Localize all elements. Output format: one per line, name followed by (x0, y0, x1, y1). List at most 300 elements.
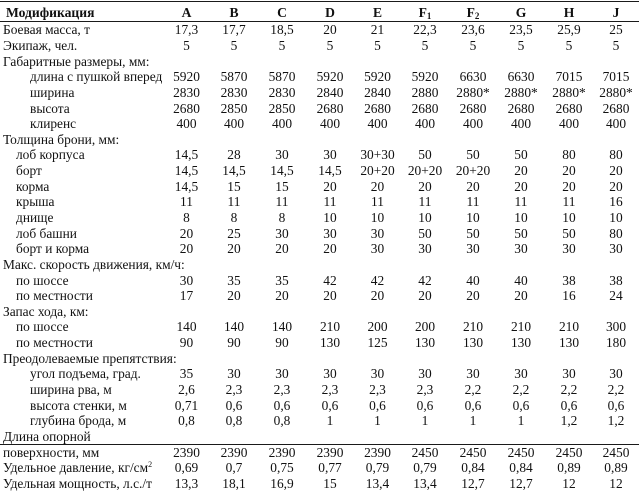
table-cell: 50 (418, 225, 432, 241)
row-label-text: борт и корма (16, 241, 90, 257)
table-cell: 12 (609, 475, 623, 491)
table-cell: 42 (418, 272, 432, 288)
section-row (0, 257, 639, 273)
table-cell: 50 (418, 147, 432, 163)
table-cell: 0,6 (416, 397, 434, 413)
row-label (0, 163, 163, 179)
table-cell: 16 (562, 288, 576, 304)
section-label (0, 350, 639, 366)
row-label (0, 116, 163, 132)
row-label (0, 22, 163, 38)
table-cell: 20 (227, 241, 241, 257)
table-cell: 10 (609, 210, 623, 225)
table-cell: 2880* (456, 84, 490, 100)
table-cell: 90 (179, 335, 194, 351)
table-row (0, 319, 639, 335)
table-cell: 1 (469, 413, 477, 429)
spec-table (0, 3, 639, 491)
table-row (0, 288, 639, 304)
table-cell: 2680 (507, 100, 535, 116)
table-cell: 7015 (602, 69, 630, 85)
section-row (0, 350, 639, 366)
table-cell: 10 (418, 210, 432, 225)
table-cell: 0,84 (509, 460, 533, 476)
table-cell: 80 (609, 147, 623, 163)
column-header (306, 3, 354, 22)
row-label-text: Запас хода, км: (3, 303, 89, 319)
row-label-text: по местности (16, 288, 93, 304)
table-cell: 20 (323, 288, 337, 304)
table-cell: 2680 (316, 100, 344, 116)
table-cell: 210 (462, 319, 484, 335)
table-cell: 2680 (555, 100, 583, 116)
row-label-text: корма (16, 178, 50, 194)
row-label (0, 85, 163, 101)
row-label (0, 194, 163, 210)
table-row (0, 22, 639, 38)
table-row (0, 210, 639, 226)
table-row (0, 147, 639, 163)
table-cell: 0,77 (318, 460, 342, 476)
table-cell: 5 (469, 37, 477, 53)
table-cell: 130 (319, 335, 341, 351)
table-cell: 30 (466, 241, 480, 257)
table-cell: 2,2 (512, 382, 530, 398)
section-label (0, 257, 639, 273)
table-cell: 20 (562, 163, 576, 179)
table-cell: 14,5 (174, 178, 199, 194)
table-cell: 2,3 (225, 382, 243, 398)
table-cell: 8 (230, 210, 238, 225)
table-cell: 24 (609, 288, 623, 304)
table-cell: 5 (183, 37, 190, 53)
table-row (0, 460, 639, 476)
table-cell: 6630 (459, 69, 487, 85)
table-cell: 50 (514, 225, 528, 241)
table-cell: 400 (462, 116, 484, 132)
table-cell: 42 (323, 272, 337, 288)
table-cell: 30+30 (360, 147, 395, 163)
table-cell: 13,4 (413, 475, 437, 491)
table-cell: 5 (326, 37, 334, 53)
row-label-text: Удельное давление, кг/см (3, 460, 149, 476)
table-cell: 5920 (364, 69, 391, 85)
table-cell: 20 (323, 22, 337, 38)
row-label-text: угол подъема, град. (30, 366, 141, 382)
table-cell: 5870 (268, 69, 296, 85)
table-cell: 1,2 (607, 413, 625, 429)
section-row (0, 429, 639, 445)
row-label-text: Преодолеваемые препятствия: (3, 350, 177, 366)
row-label (0, 476, 163, 491)
table-cell: 20+20 (455, 163, 491, 179)
table-row (0, 366, 639, 382)
table-cell: 30 (323, 225, 337, 241)
table-cell: 21 (370, 22, 385, 38)
row-label (0, 460, 163, 476)
table-cell: 2680 (173, 100, 200, 116)
section-label (0, 53, 639, 69)
table-cell: 2,6 (178, 382, 195, 398)
table-cell: 2450 (555, 444, 583, 460)
table-cell: 400 (223, 116, 245, 132)
column-header-letter: J (612, 5, 620, 20)
table-cell: 50 (466, 225, 480, 241)
table-row (0, 476, 639, 491)
table-cell: 11 (514, 194, 528, 210)
row-label-text: борт (16, 163, 42, 179)
table-row (0, 85, 639, 101)
row-label-text: лоб корпуса (16, 147, 85, 163)
table-cell: 20 (179, 241, 194, 257)
table-cell: 20 (418, 288, 432, 304)
table-cell: 2,2 (607, 382, 625, 398)
table-cell: 20 (466, 178, 480, 194)
row-label (0, 382, 163, 398)
table-cell: 400 (367, 116, 388, 132)
row-label (0, 319, 163, 335)
table-cell: 6630 (507, 69, 535, 85)
table-cell: 10 (466, 210, 480, 225)
table-cell: 0,6 (464, 397, 482, 413)
table-cell: 210 (510, 319, 532, 335)
table-cell: 2390 (268, 444, 296, 460)
table-cell: 7015 (555, 69, 583, 85)
column-header (210, 3, 258, 22)
table-row (0, 444, 639, 460)
column-header-letter: F (466, 5, 475, 20)
table-cell: 0,6 (369, 397, 386, 413)
table-cell: 80 (562, 147, 576, 163)
table-cell: 23,5 (509, 22, 533, 38)
table-cell: 400 (319, 116, 341, 132)
table-cell: 11 (227, 194, 241, 210)
column-header-letter: B (229, 5, 239, 20)
column-header-letter: E (372, 5, 383, 20)
table-cell: 5 (374, 37, 381, 53)
table-cell: 11 (371, 194, 384, 210)
row-label (0, 413, 163, 429)
row-label-text: лоб башни (16, 225, 77, 241)
table-cell: 50 (514, 147, 528, 163)
table-cell: 12,7 (509, 475, 533, 491)
table-cell: 2830 (220, 84, 248, 100)
table-cell: 14,5 (174, 163, 199, 179)
table-cell: 18,1 (222, 475, 246, 491)
table-cell: 2450 (507, 444, 535, 460)
row-label (0, 444, 163, 460)
table-cell: 11 (418, 194, 432, 210)
table-cell: 18,5 (270, 22, 294, 38)
table-cell: 2830 (268, 84, 296, 100)
table-cell: 2850 (268, 100, 296, 116)
table-row (0, 225, 639, 241)
table-cell: 400 (414, 116, 436, 132)
row-label (0, 100, 163, 116)
table-cell: 17 (179, 288, 194, 304)
table-cell: 15 (275, 178, 289, 194)
table-cell: 11 (323, 194, 337, 210)
row-label (0, 147, 163, 163)
table-cell: 2880* (504, 84, 538, 100)
table-cell: 50 (562, 225, 576, 241)
table-cell: 42 (370, 272, 385, 288)
column-header (163, 3, 210, 22)
table-cell: 5870 (220, 69, 248, 85)
table-cell: 20 (418, 178, 432, 194)
table-cell: 2680 (411, 100, 439, 116)
table-cell: 30 (609, 241, 623, 257)
table-cell: 28 (227, 147, 241, 163)
row-label-text: поверхности, мм (3, 444, 100, 460)
table-cell: 30 (227, 366, 241, 382)
table-cell: 20 (370, 288, 385, 304)
row-label-text: Длина опорной (3, 428, 91, 444)
column-header-letter: D (325, 5, 335, 20)
column-header-subscript: 2 (474, 11, 480, 21)
table-cell: 11 (466, 194, 480, 210)
table-cell: 90 (227, 335, 241, 351)
table-cell: 25 (609, 22, 623, 38)
table-cell: 400 (271, 116, 293, 132)
table-cell: 2850 (220, 100, 248, 116)
table-cell: 400 (558, 116, 580, 132)
table-cell: 0,6 (273, 397, 291, 413)
row-label (0, 335, 163, 351)
column-header (545, 3, 593, 22)
table-cell: 20 (227, 288, 241, 304)
row-label-text: ширина рва, м (30, 382, 112, 398)
table-cell: 30 (609, 366, 623, 382)
table-row (0, 116, 639, 132)
table-body (0, 22, 639, 491)
table-cell: 2,2 (560, 382, 578, 398)
table-cell: 5920 (173, 69, 200, 85)
table-cell: 5 (230, 37, 238, 53)
row-label (0, 225, 163, 241)
row-label-text: Удельная мощность, л.с./т (3, 475, 152, 491)
table-cell: 30 (179, 272, 194, 288)
table-cell: 50 (466, 147, 480, 163)
table-cell: 0,6 (321, 397, 339, 413)
table-cell: 2840 (316, 84, 344, 100)
column-header (593, 3, 639, 22)
row-label (0, 210, 163, 226)
table-row (0, 100, 639, 116)
column-header-letter: H (563, 5, 575, 20)
row-label-text: Габаритные размеры, мм: (3, 53, 150, 69)
row-label-text: длина с пушкой вперед (30, 69, 163, 85)
table-row (0, 241, 639, 257)
table-cell: 1 (326, 413, 334, 429)
table-cell: 210 (558, 319, 580, 335)
header-row (0, 3, 639, 22)
table-row (0, 382, 639, 398)
table-cell: 300 (605, 319, 627, 335)
row-label-text: по шоссе (16, 272, 69, 288)
table-cell: 23,6 (461, 22, 485, 38)
table-cell: 0,8 (273, 413, 291, 429)
row-label-text: крыша (16, 194, 55, 210)
table-row (0, 194, 639, 210)
table-cell: 20 (275, 288, 289, 304)
table-cell: 16,9 (270, 475, 294, 491)
table-cell: 13,3 (174, 475, 199, 491)
table-cell: 30 (275, 225, 289, 241)
table-cell: 2390 (316, 444, 344, 460)
column-header-letter: A (181, 5, 192, 20)
table-cell: 12,7 (461, 475, 485, 491)
table-cell: 2680 (364, 100, 391, 116)
table-cell: 20 (179, 225, 194, 241)
table-cell: 10 (514, 210, 528, 225)
table-cell: 13,4 (365, 475, 390, 491)
table-cell: 14,5 (174, 147, 199, 163)
table-cell: 5 (612, 37, 620, 53)
table-cell: 12 (562, 475, 576, 491)
table-row (0, 272, 639, 288)
row-label-text: высота стенки, м (30, 397, 127, 413)
table-cell: 20+20 (407, 163, 443, 179)
table-cell: 10 (370, 210, 385, 225)
row-label-text: клиренс (30, 116, 77, 132)
table-row (0, 178, 639, 194)
table-cell: 20 (609, 178, 623, 194)
top-rule (0, 1, 639, 2)
table-cell: 20 (323, 241, 337, 257)
table-cell: 0,89 (557, 460, 581, 476)
table-cell: 2,3 (321, 382, 339, 398)
table-cell: 400 (605, 116, 627, 132)
column-header (497, 3, 545, 22)
table-cell: 2390 (220, 444, 248, 460)
table-cell: 2,2 (464, 382, 482, 398)
row-label-text: по шоссе (16, 319, 69, 335)
table-cell: 35 (275, 272, 289, 288)
row-label (0, 38, 163, 54)
table-cell: 20 (514, 163, 528, 179)
table-cell: 0,69 (174, 460, 199, 476)
table-cell: 2830 (173, 84, 200, 100)
column-header-letter: G (515, 5, 527, 20)
section-label (0, 304, 639, 320)
table-cell: 2,3 (369, 382, 386, 398)
table-cell: 400 (510, 116, 532, 132)
table-cell: 2390 (173, 444, 200, 460)
table-cell: 38 (562, 272, 576, 288)
table-cell: 30 (275, 147, 289, 163)
row-label-text: Боевая масса, т (3, 22, 90, 38)
table-row (0, 397, 639, 413)
table-cell: 2,3 (273, 382, 291, 398)
table-cell: 15 (227, 178, 241, 194)
table-cell: 2450 (411, 444, 439, 460)
table-cell: 1,2 (560, 413, 578, 429)
row-label (0, 272, 163, 288)
row-label-text: ширина (30, 84, 75, 100)
table-cell: 20 (466, 288, 480, 304)
table-cell: 14,5 (222, 163, 246, 179)
table-cell: 140 (271, 319, 293, 335)
table-cell: 5920 (316, 69, 344, 85)
table-cell: 30 (562, 241, 576, 257)
table-cell: 17,3 (174, 22, 199, 38)
table-cell: 0,79 (413, 460, 437, 476)
table-cell: 0,89 (604, 460, 628, 476)
table-cell: 0,71 (174, 397, 199, 413)
row-label (0, 241, 163, 257)
table-cell: 0,75 (270, 460, 294, 476)
header-label: Модификация (6, 5, 95, 20)
section-row (0, 304, 639, 320)
table-cell: 90 (275, 335, 289, 351)
table-cell: 0,7 (225, 460, 243, 476)
table-cell: 8 (278, 210, 286, 225)
table-row (0, 335, 639, 351)
table-cell: 14,5 (270, 163, 294, 179)
table-cell: 30 (562, 366, 576, 382)
table-cell: 200 (414, 319, 436, 335)
table-cell: 30 (370, 225, 385, 241)
table-cell: 30 (370, 366, 385, 382)
table-cell: 130 (414, 335, 436, 351)
column-header (354, 3, 401, 22)
table-cell: 10 (323, 210, 337, 225)
table-cell: 30 (418, 241, 432, 257)
section-label (0, 429, 639, 445)
table-cell: 30 (275, 366, 289, 382)
table-cell: 5 (421, 37, 429, 53)
table-cell: 35 (179, 366, 194, 382)
table-row (0, 69, 639, 85)
table-cell: 180 (605, 335, 627, 351)
row-label (0, 69, 163, 85)
row-label-text: Экипаж, чел. (3, 37, 78, 53)
table-cell: 0,6 (607, 397, 625, 413)
table-row (0, 413, 639, 429)
table-cell: 2840 (364, 84, 391, 100)
table-cell: 20 (275, 241, 289, 257)
table-cell: 1 (517, 413, 525, 429)
row-label-text: по местности (16, 335, 93, 351)
table-cell: 30 (514, 241, 528, 257)
table-cell: 30 (370, 241, 385, 257)
table-cell: 125 (367, 335, 388, 351)
table-cell: 200 (367, 319, 388, 335)
row-label-text: Толщина брони, мм: (3, 131, 120, 147)
table-cell: 5 (278, 37, 286, 53)
table-cell: 30 (514, 366, 528, 382)
table-cell: 0,79 (365, 460, 390, 476)
section-row (0, 131, 639, 147)
table-row (0, 38, 639, 54)
table-cell: 130 (510, 335, 532, 351)
column-header (258, 3, 306, 22)
table-cell: 15 (323, 475, 337, 491)
table-cell: 2680 (602, 100, 630, 116)
row-label-text: глубина брода, м (30, 413, 127, 429)
table-cell: 30 (466, 366, 480, 382)
row-label (0, 178, 163, 194)
row-label-text: высота (30, 100, 70, 116)
table-cell: 30 (418, 366, 432, 382)
table-cell: 25 (227, 225, 241, 241)
table-cell: 400 (176, 116, 197, 132)
table-cell: 38 (609, 272, 623, 288)
section-label (0, 131, 639, 147)
row-label (0, 288, 163, 304)
table-cell: 20 (323, 178, 337, 194)
